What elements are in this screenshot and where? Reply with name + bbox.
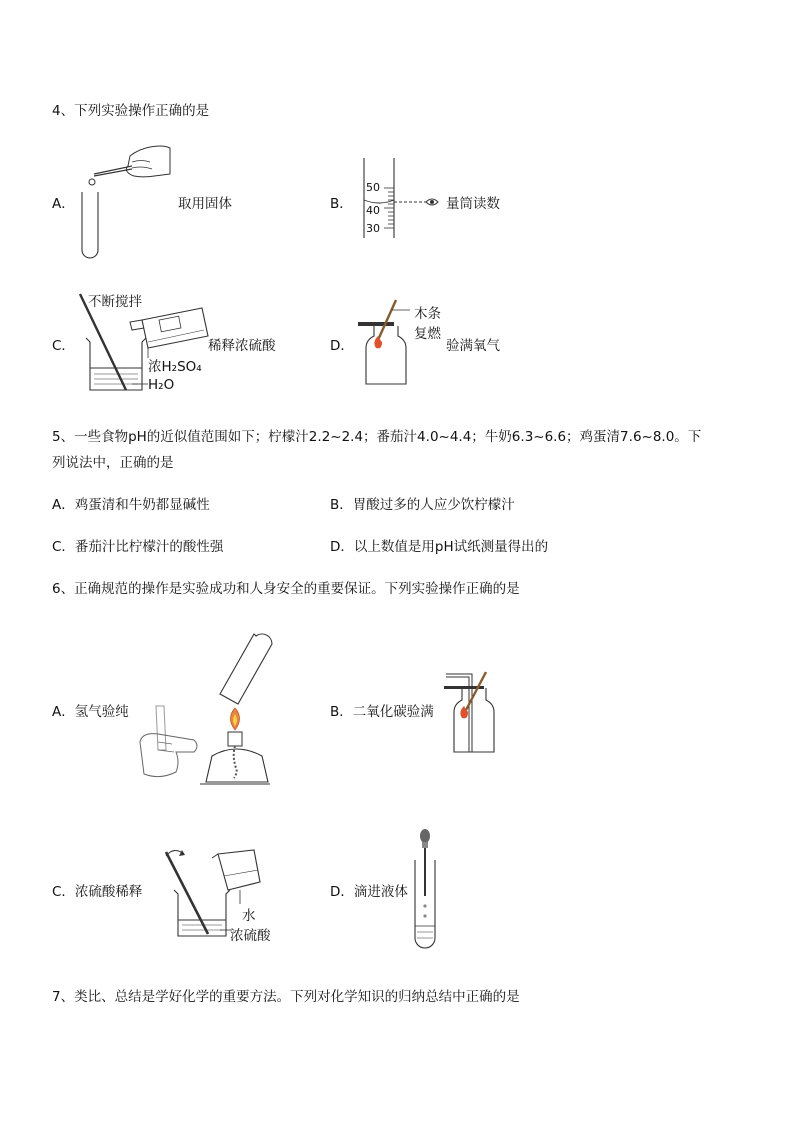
beaker-icon — [174, 890, 230, 936]
q5-stem-line2: 列说法中，正确的是 — [52, 455, 174, 471]
q4-b-tick-30: 30 — [366, 222, 380, 235]
q4-stem: 4、下列实验操作正确的是 — [52, 103, 210, 119]
dropper-icon — [420, 829, 430, 843]
q5-option-b: B．胃酸过多的人应少饮柠檬汁 — [330, 497, 515, 513]
q4-option-b-text: 量筒读数 — [446, 196, 500, 212]
q6-d-figure — [410, 826, 442, 952]
q6-option-a: A．氢气验纯 — [52, 704, 129, 720]
hand-icon — [140, 734, 197, 777]
q6-option-b: B．二氧化碳验满 — [330, 704, 434, 720]
q6-b-figure — [444, 666, 500, 756]
q4-option-c-text: 稀释浓硫酸 — [208, 338, 276, 354]
q4-d-relight-label: 复燃 — [414, 326, 441, 342]
q5-option-a: A．鸡蛋清和牛奶都显碱性 — [52, 497, 210, 513]
q4-c-stir-label: 不断搅拌 — [88, 294, 142, 310]
q5-stem-line1: 5、一些食物pH的近似值范围如下；柠檬汁2.2~2.4；番茄汁4.0~4.4；牛奶6.3~6.6；鸡蛋清7.6~8.0。下 — [52, 429, 702, 445]
alcohol-lamp-icon — [200, 708, 270, 784]
gas-bottle-icon — [366, 326, 406, 384]
q4-option-d-text: 验满氧气 — [446, 338, 500, 354]
test-tube-icon — [156, 706, 166, 750]
gas-bottle-icon — [454, 688, 494, 752]
q6-option-c: C．浓硫酸稀释 — [52, 884, 143, 900]
flame-icon — [374, 336, 382, 348]
q4-b-tick-40: 40 — [366, 204, 380, 217]
q7-stem: 7、类比、总结是学好化学的重要方法。下列对化学知识的归纳总结中正确的是 — [52, 989, 520, 1005]
q6-c-water-label: 水 — [242, 908, 256, 924]
q6-option-d: D．滴进液体 — [330, 884, 408, 900]
beaker-icon — [86, 338, 146, 390]
q4-option-a-text: 取用固体 — [178, 196, 232, 212]
q5-option-d: D．以上数值是用pH试纸测量得出的 — [330, 539, 549, 555]
q4-d-figure — [356, 296, 416, 388]
q4-option-a-letter: A． — [52, 196, 75, 212]
test-tube-icon — [220, 634, 272, 704]
eye-icon — [426, 199, 438, 205]
q4-c-water-label: H₂O — [148, 377, 175, 393]
q4-b-tick-50: 50 — [366, 181, 380, 194]
q4-c-acid-label: 浓H₂SO₄ — [148, 359, 202, 375]
test-tube-icon — [82, 192, 98, 258]
q6-c-acid-label: 浓硫酸 — [230, 928, 271, 944]
q6-stem: 6、正确规范的操作是实验成功和人身安全的重要保证。下列实验操作正确的是 — [52, 581, 520, 597]
q6-a-figure — [136, 622, 276, 788]
q4-a-figure — [72, 138, 182, 263]
q4-option-d-letter: D． — [330, 338, 354, 354]
q4-option-c-letter: C． — [52, 338, 75, 354]
q4-d-stick-label: 木条 — [414, 306, 441, 322]
q5-option-c: C．番茄汁比柠檬汁的酸性强 — [52, 539, 224, 555]
reagent-bottle-icon — [142, 308, 208, 348]
beaker-icon — [218, 850, 260, 890]
q4-option-b-letter: B． — [330, 196, 353, 212]
